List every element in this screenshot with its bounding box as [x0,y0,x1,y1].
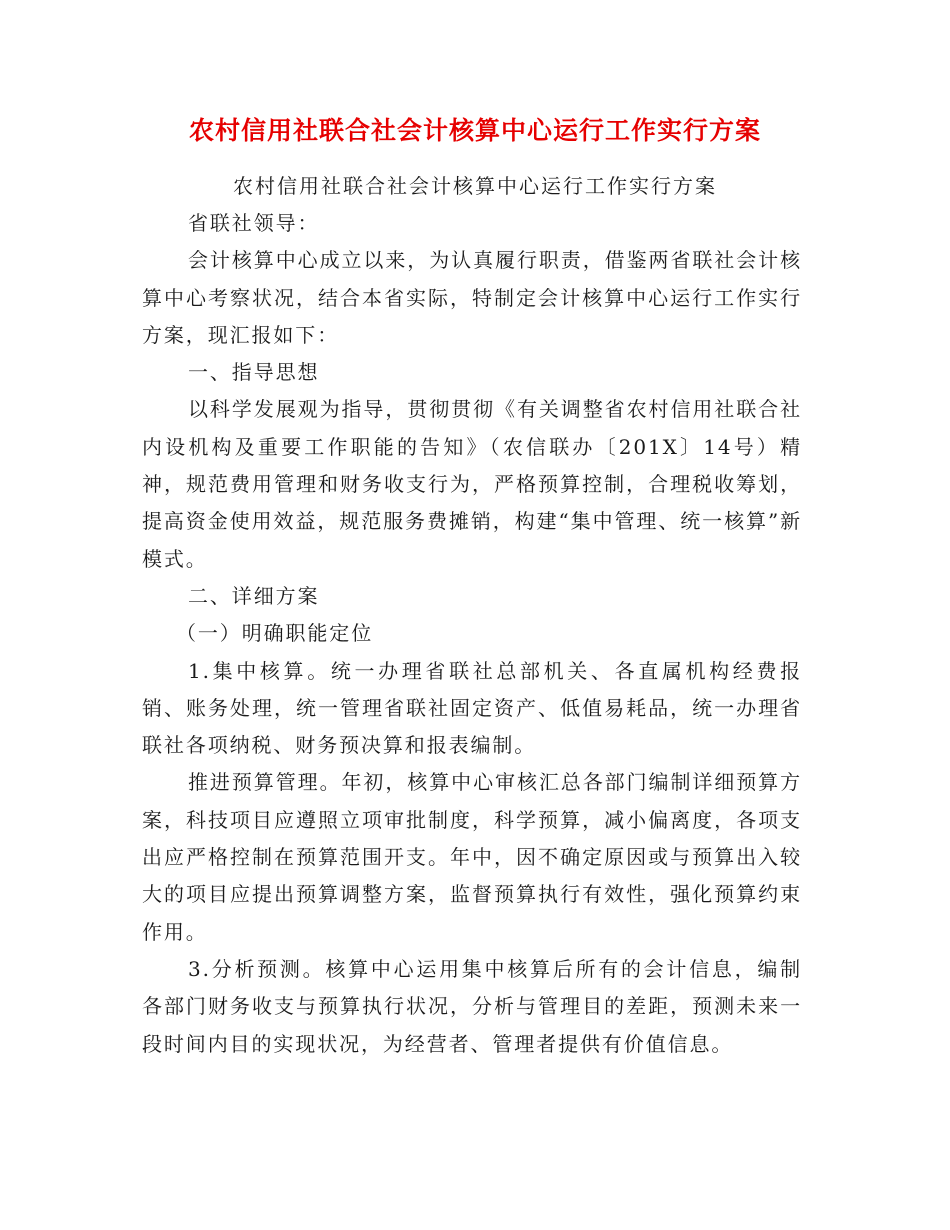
document-title: 农村信用社联合社会计核算中心运行工作实行方案 [188,116,761,145]
intro-paragraph: 会计核算中心成立以来，为认真履行职责，借鉴两省联社会计核算中心考察状况，结合本省实际，特制定会计核算中心运行工作实行方案，现汇报如下： [142,248,802,347]
document-body [142,205,802,1063]
subsection-heading-function-positioning: （一）明确职能定位 [176,621,374,646]
section-heading-guiding-ideology: 一、指导思想 [188,360,320,385]
item-centralized-accounting: 1.集中核算。统一办理省联社总部机关、各直属机构经费报销、账务处理，统一管理省联社固定资产、低值易耗品，统一办理省联社各项纳税、财务预决算和报表编制。 [142,658,802,758]
document-subtitle: 农村信用社联合社会计核算中心运行工作实行方案 [233,174,717,198]
item-analysis-forecast: 3.分析预测。核算中心运用集中核算后所有的会计信息，编制各部门财务收支与预算执行状况，分析与管理目的差距，预测未来一段时间内目的实现状况，为经营者、管理者提供有价值信息。 [142,956,802,1056]
guiding-ideology-paragraph: 以科学发展观为指导，贯彻贯彻《有关调整省农村信用社联合社内设机构及重要工作职能的告知》（农信联办〔201X〕14号）精神，规范费用管理和财务收支行为，严格预算控制，合理税收筹划，提高资金使用效益，规范服务费摊销，构建“集中管理、统一核算”新模式。 [142,397,802,571]
section-heading-detailed-plan: 二、详细方案 [188,583,320,608]
salutation: 省联社领导： [188,211,320,235]
item-budget-management: 推进预算管理。年初，核算中心审核汇总各部门编制详细预算方案，科技项目应遵照立项审批制度，科学预算，减小偏离度，各项支出应严格控制在预算范围开支。年中，因不确定原因或与预算出入较大的项目应提出预算调整方案，监督预算执行有效性，强化预算约束作用。 [142,770,802,944]
